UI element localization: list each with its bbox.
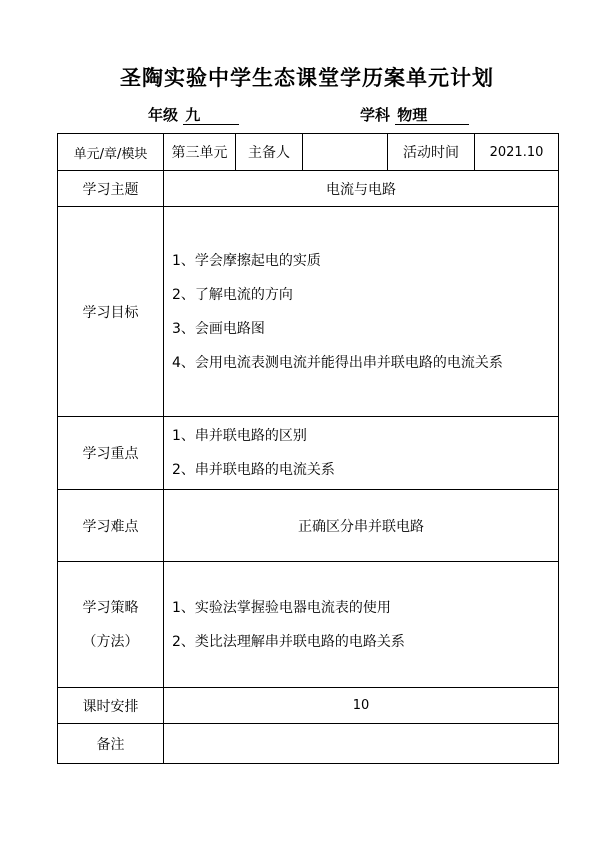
grade-value: 九	[183, 106, 239, 125]
list-item: 1、实验法掌握验电器电流表的使用	[172, 599, 391, 616]
time-label: 活动时间	[388, 134, 475, 171]
strategy-row	[58, 562, 559, 688]
goals-list	[164, 207, 559, 417]
hours-label: 课时安排	[58, 688, 164, 724]
list-item: 2、串并联电路的电流关系	[172, 462, 335, 478]
remarks-row	[58, 724, 559, 764]
theme-row	[58, 171, 559, 207]
list-item: 1、串并联电路的区别	[172, 428, 307, 444]
goals-row	[58, 207, 559, 417]
unit-value: 第三单元	[164, 134, 236, 171]
strategy-label-method: （方法）	[82, 633, 139, 650]
remarks-label: 备注	[58, 724, 164, 764]
theme-value: 电流与电路	[164, 171, 559, 207]
difficulty-row	[58, 490, 559, 562]
list-item: 3、会画电路图	[172, 320, 265, 337]
key-points-label: 学习重点	[58, 417, 164, 490]
hours-value: 10	[164, 688, 559, 724]
grade-label: 年级	[148, 106, 179, 124]
list-item: 4、会用电流表测电流并能得出串并联电路的电流关系	[172, 354, 503, 371]
unit-plan-table	[57, 133, 559, 764]
strategy-label: 学习策略	[82, 599, 139, 616]
theme-label: 学习主题	[58, 171, 164, 207]
hours-row	[58, 688, 559, 724]
preparer-label: 主备人	[236, 134, 303, 171]
remarks-value	[164, 724, 559, 764]
goals-label: 学习目标	[58, 207, 164, 417]
strategy-list	[164, 562, 559, 688]
header-row	[58, 134, 559, 171]
list-item: 2、类比法理解串并联电路的电路关系	[172, 633, 405, 650]
time-value: 2021.10	[475, 134, 559, 171]
list-item: 2、了解电流的方向	[172, 286, 293, 303]
difficulty-label: 学习难点	[58, 490, 164, 562]
difficulty-value: 正确区分串并联电路	[164, 490, 559, 562]
subject-field	[360, 104, 469, 125]
subject-label: 学科	[360, 106, 391, 124]
key-points-list	[164, 417, 559, 490]
list-item: 1、学会摩擦起电的实质	[172, 252, 321, 269]
preparer-value	[303, 134, 388, 171]
strategy-label-cell	[58, 562, 164, 688]
unit-label: 单元/章/模块	[58, 134, 164, 171]
page-title: 圣陶实验中学生态课堂学历案单元计划	[120, 65, 494, 90]
key-points-row	[58, 417, 559, 490]
grade-field	[148, 104, 239, 125]
subject-value: 物理	[395, 106, 469, 125]
